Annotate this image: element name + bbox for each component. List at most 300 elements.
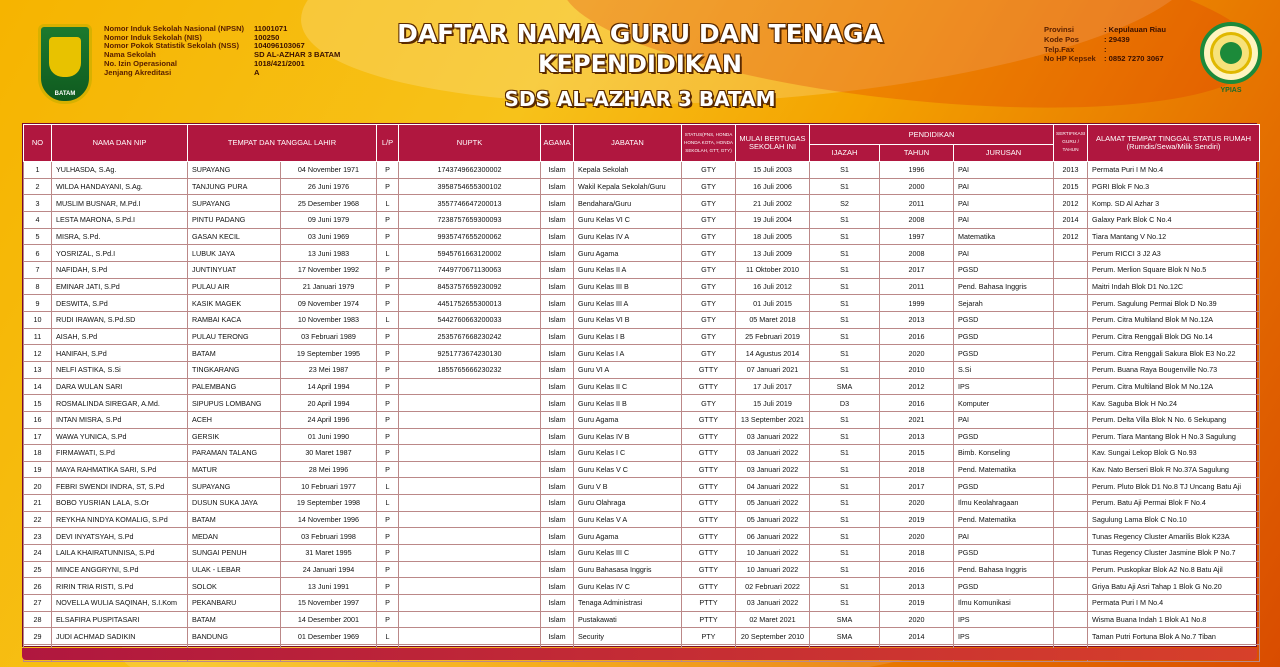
cell-row-no: 24 — [24, 545, 52, 562]
table-row — [24, 228, 1260, 245]
table-row — [24, 528, 1260, 545]
cell-name: NELFI ASTIKA, S.Si — [52, 361, 188, 378]
school-info-right — [1044, 25, 1194, 64]
cell-degree: S1 — [810, 295, 880, 312]
cell-start-date: 03 Januari 2022 — [736, 595, 810, 612]
cell-name: AISAH, S.Pd — [52, 328, 188, 345]
cell-religion: Islam — [541, 478, 574, 495]
cell-birthdate: 01 Juni 1990 — [281, 428, 377, 445]
cell-name: INTAN MISRA, S.Pd — [52, 411, 188, 428]
cell-grad-year: 2020 — [880, 528, 954, 545]
cell-status: GTTY — [682, 561, 736, 578]
cell-start-date: 04 Januari 2022 — [736, 478, 810, 495]
cell-major: Pend. Bahasa Inggris — [954, 561, 1054, 578]
cell-row-no: 2 — [24, 178, 52, 195]
cell-grad-year: 2018 — [880, 461, 954, 478]
cell-gender: P — [377, 295, 399, 312]
cell-degree: S1 — [810, 428, 880, 445]
cell-birthplace: BATAM — [188, 511, 281, 528]
cell-cert-year — [1054, 495, 1088, 512]
cell-degree: S1 — [810, 278, 880, 295]
cell-name: YULHASDA, S.Ag. — [52, 162, 188, 179]
cell-cert-year — [1054, 445, 1088, 462]
cell-religion: Islam — [541, 178, 574, 195]
school-info-left — [104, 25, 374, 77]
cell-major: Bimb. Konseling — [954, 445, 1054, 462]
cell-nuptk — [399, 411, 541, 428]
cell-cert-year — [1054, 295, 1088, 312]
school-info-value: : Kepulauan Riau — [1104, 25, 1167, 34]
cell-status: GTTY — [682, 461, 736, 478]
cell-religion: Islam — [541, 545, 574, 562]
table-row — [24, 295, 1260, 312]
cell-position: Guru Kelas V C — [574, 461, 682, 478]
cell-religion: Islam — [541, 578, 574, 595]
cell-degree: SMA — [810, 611, 880, 628]
cell-grad-year: 1997 — [880, 228, 954, 245]
cell-position: Guru Kelas III A — [574, 295, 682, 312]
school-info-value: 104096103067 — [254, 41, 305, 51]
cell-address: PGRI Blok F No.3 — [1088, 178, 1260, 195]
cell-nuptk — [399, 428, 541, 445]
cell-birthplace: BATAM — [188, 611, 281, 628]
cell-address: Perum. Sagulung Permai Blok D No.39 — [1088, 295, 1260, 312]
cell-major: PAI — [954, 162, 1054, 179]
cell-start-date: 10 Januari 2022 — [736, 545, 810, 562]
cell-start-date: 14 Agustus 2014 — [736, 345, 810, 362]
cell-start-date: 25 Februari 2019 — [736, 328, 810, 345]
cell-birthdate: 26 Juni 1976 — [281, 178, 377, 195]
cell-name: DARA WULAN SARI — [52, 378, 188, 395]
school-info-label: Kode Pos — [1044, 34, 1080, 44]
cell-religion: Islam — [541, 395, 574, 412]
cell-degree: S1 — [810, 461, 880, 478]
school-info-label: Telp.Fax — [1044, 44, 1075, 54]
cell-position: Guru Kelas II B — [574, 395, 682, 412]
cell-birthplace: GERSIK — [188, 428, 281, 445]
cell-nuptk — [399, 611, 541, 628]
cell-status: GTY — [682, 278, 736, 295]
cell-row-no: 20 — [24, 478, 52, 495]
cell-nuptk: 5945761663120002 — [399, 245, 541, 262]
cell-row-no: 17 — [24, 428, 52, 445]
cell-address: Wisma Buana Indah 1 Blok A1 No.8 — [1088, 611, 1260, 628]
cell-degree: S2 — [810, 195, 880, 212]
cell-birthdate: 19 September 1998 — [281, 495, 377, 512]
cell-degree: S1 — [810, 328, 880, 345]
cell-grad-year: 1996 — [880, 162, 954, 179]
cell-major: PAI — [954, 195, 1054, 212]
cell-gender: P — [377, 395, 399, 412]
cell-cert-year — [1054, 528, 1088, 545]
cell-gender: P — [377, 595, 399, 612]
cell-status: GTTY — [682, 528, 736, 545]
cell-grad-year: 2015 — [880, 445, 954, 462]
cell-birthdate: 24 April 1996 — [281, 411, 377, 428]
cell-birthdate: 01 Desember 1969 — [281, 628, 377, 645]
cell-birthdate: 24 Januari 1994 — [281, 561, 377, 578]
cell-birthdate: 14 November 1996 — [281, 511, 377, 528]
school-info-row — [1044, 54, 1194, 64]
cell-birthplace: SUPAYANG — [188, 478, 281, 495]
cell-gender: P — [377, 211, 399, 228]
cell-status: PTY — [682, 628, 736, 645]
cell-address: Perum. Merlion Square Blok N No.5 — [1088, 261, 1260, 278]
cell-address: Taman Putri Fortuna Blok A No.7 Tiban — [1088, 628, 1260, 645]
cell-position: Guru Kelas IV C — [574, 578, 682, 595]
cell-row-no: 28 — [24, 611, 52, 628]
cell-birthplace: PARAMAN TALANG — [188, 445, 281, 462]
cell-position: Guru Kelas I B — [574, 328, 682, 345]
cell-grad-year: 2019 — [880, 595, 954, 612]
cell-gender: P — [377, 461, 399, 478]
cell-cert-year — [1054, 345, 1088, 362]
header-no: NO — [24, 125, 52, 162]
table-row — [24, 328, 1260, 345]
table-row — [24, 478, 1260, 495]
cell-major: Sejarah — [954, 295, 1054, 312]
cell-birthplace: JUNTINYUAT — [188, 261, 281, 278]
school-info-label: Nomor Induk Sekolah Nasional (NPSN) — [104, 24, 245, 33]
cell-name: HANIFAH, S.Pd — [52, 345, 188, 362]
cell-name: RUDI IRAWAN, S.Pd.SD — [52, 311, 188, 328]
cell-name: RIRIN TRIA RISTI, S.Pd — [52, 578, 188, 595]
header-tahun: TAHUN — [880, 145, 954, 162]
cell-position: Guru Kelas III C — [574, 545, 682, 562]
cell-birthplace: PULAU TERONG — [188, 328, 281, 345]
cell-row-no: 23 — [24, 528, 52, 545]
cell-nuptk: 9251773674230130 — [399, 345, 541, 362]
cell-start-date: 18 Juli 2005 — [736, 228, 810, 245]
table-row — [24, 195, 1260, 212]
cell-cert-year — [1054, 378, 1088, 395]
cell-major: IPS — [954, 628, 1054, 645]
cell-address: Sagulung Lama Blok C No.10 — [1088, 511, 1260, 528]
cell-row-no: 3 — [24, 195, 52, 212]
foundation-logo: YPIAS — [1200, 22, 1262, 84]
cell-nuptk — [399, 578, 541, 595]
cell-address: Perum. Puskopkar Blok A2 No.8 Batu Ajil — [1088, 561, 1260, 578]
cell-status: PTTY — [682, 595, 736, 612]
cell-religion: Islam — [541, 561, 574, 578]
school-info-label: Jenjang Akreditasi — [104, 67, 172, 77]
cell-position: Kepala Sekolah — [574, 162, 682, 179]
cell-birthdate: 13 Juni 1991 — [281, 578, 377, 595]
table-row — [24, 178, 1260, 195]
cell-gender: P — [377, 561, 399, 578]
cell-grad-year: 2008 — [880, 245, 954, 262]
cell-grad-year: 2008 — [880, 211, 954, 228]
cell-religion: Islam — [541, 611, 574, 628]
cell-name: MISRA, S.Pd. — [52, 228, 188, 245]
title-line-3: SDS AL-AZHAR 3 BATAM — [504, 87, 776, 111]
cell-name: DESWITA, S.Pd — [52, 295, 188, 312]
cell-major: Komputer — [954, 395, 1054, 412]
cell-birthplace: PULAU AIR — [188, 278, 281, 295]
cell-start-date: 10 Januari 2022 — [736, 561, 810, 578]
cell-religion: Islam — [541, 311, 574, 328]
cell-address: Perum. Citra Renggali Sakura Blok E3 No.22 — [1088, 345, 1260, 362]
cell-degree: S1 — [810, 445, 880, 462]
cell-row-no: 26 — [24, 578, 52, 595]
school-info-value: A — [254, 67, 260, 77]
cell-status: GTY — [682, 228, 736, 245]
cell-nuptk: 7449770671130063 — [399, 261, 541, 278]
cell-major: PAI — [954, 178, 1054, 195]
cell-grad-year: 2014 — [880, 628, 954, 645]
cell-cert-year — [1054, 461, 1088, 478]
cell-religion: Islam — [541, 228, 574, 245]
cell-grad-year: 2000 — [880, 178, 954, 195]
cell-name: MAYA RAHMATIKA SARI, S.Pd — [52, 461, 188, 478]
cell-status: GTTY — [682, 578, 736, 595]
school-info-label: Provinsi — [1044, 25, 1074, 34]
cell-degree: S1 — [810, 528, 880, 545]
cell-nuptk — [399, 545, 541, 562]
cell-address: Kav. Nato Berseri Blok R No.37A Sagulung — [1088, 461, 1260, 478]
cell-birthplace: GASAN KECIL — [188, 228, 281, 245]
cell-address: Perum. Batu Aji Permai Blok F No.4 — [1088, 495, 1260, 512]
header-pendidikan: PENDIDIKAN — [810, 125, 1054, 145]
school-info-label: No. Izin Operasional — [104, 58, 177, 68]
cell-start-date: 01 Juli 2015 — [736, 295, 810, 312]
cell-status: GTTY — [682, 545, 736, 562]
cell-cert-year: 2014 — [1054, 211, 1088, 228]
cell-start-date: 03 Januari 2022 — [736, 445, 810, 462]
cell-degree: S1 — [810, 495, 880, 512]
cell-grad-year: 2021 — [880, 411, 954, 428]
cell-religion: Islam — [541, 261, 574, 278]
cell-cert-year — [1054, 511, 1088, 528]
cell-position: Wakil Kepala Sekolah/Guru — [574, 178, 682, 195]
cell-nuptk: 8453757659230092 — [399, 278, 541, 295]
cell-gender: P — [377, 178, 399, 195]
school-info-row — [1044, 35, 1194, 45]
cell-start-date: 21 Juli 2002 — [736, 195, 810, 212]
cell-degree: S1 — [810, 545, 880, 562]
cell-religion: Islam — [541, 428, 574, 445]
cell-address: Tunas Regency Cluster Amarilis Blok K23A — [1088, 528, 1260, 545]
cell-position: Guru Kelas III B — [574, 278, 682, 295]
table-row — [24, 428, 1260, 445]
cell-address: Perum. Citra Multiland Blok M No.12A — [1088, 311, 1260, 328]
school-info-row — [1044, 45, 1194, 55]
cell-cert-year — [1054, 428, 1088, 445]
cell-status: GTTY — [682, 478, 736, 495]
cell-nuptk — [399, 561, 541, 578]
cell-position: Guru Agama — [574, 528, 682, 545]
school-info-row — [104, 69, 374, 78]
cell-nuptk: 1743749662300002 — [399, 162, 541, 179]
cell-position: Guru Agama — [574, 411, 682, 428]
cell-cert-year — [1054, 245, 1088, 262]
cell-birthdate: 03 Februari 1989 — [281, 328, 377, 345]
cell-nuptk — [399, 478, 541, 495]
cell-major: Pend. Matematika — [954, 511, 1054, 528]
cell-major: PGSD — [954, 545, 1054, 562]
cell-start-date: 11 Oktober 2010 — [736, 261, 810, 278]
cell-birthdate: 15 November 1997 — [281, 595, 377, 612]
school-info-value: : — [1104, 44, 1107, 54]
cell-cert-year — [1054, 595, 1088, 612]
school-info-value: : 29439 — [1104, 34, 1130, 44]
cell-degree: S1 — [810, 261, 880, 278]
cell-address: Perum. Pluto Blok D1 No.8 TJ Uncang Batu Aji — [1088, 478, 1260, 495]
cell-row-no: 25 — [24, 561, 52, 578]
cell-major: Pend. Matematika — [954, 461, 1054, 478]
cell-gender: P — [377, 162, 399, 179]
cell-grad-year: 2018 — [880, 545, 954, 562]
cell-address: Tunas Regency Cluster Jasmine Blok P No.7 — [1088, 545, 1260, 562]
cell-start-date: 20 September 2010 — [736, 628, 810, 645]
cell-address: Permata Puri I M No.4 — [1088, 162, 1260, 179]
cell-birthdate: 03 Februari 1998 — [281, 528, 377, 545]
cell-address: Perum. Citra Multiland Blok M No.12A — [1088, 378, 1260, 395]
cell-birthplace: SUPAYANG — [188, 162, 281, 179]
cell-start-date: 16 Juli 2006 — [736, 178, 810, 195]
table-row — [24, 495, 1260, 512]
cell-cert-year — [1054, 478, 1088, 495]
cell-gender: L — [377, 195, 399, 212]
cell-name: LESTA MARONA, S.Pd.I — [52, 211, 188, 228]
cell-status: GTY — [682, 345, 736, 362]
cell-religion: Islam — [541, 328, 574, 345]
cell-name: FIRMAWATI, S.Pd — [52, 445, 188, 462]
cell-birthdate: 30 Maret 1987 — [281, 445, 377, 462]
cell-gender: L — [377, 628, 399, 645]
school-info-row — [1044, 25, 1194, 35]
cell-cert-year — [1054, 328, 1088, 345]
cell-degree: S1 — [810, 162, 880, 179]
cell-position: Bendahara/Guru — [574, 195, 682, 212]
cell-gender: P — [377, 578, 399, 595]
cell-cert-year — [1054, 578, 1088, 595]
cell-degree: S1 — [810, 228, 880, 245]
cell-degree: SMA — [810, 378, 880, 395]
cell-gender: P — [377, 228, 399, 245]
cell-major: PGSD — [954, 578, 1054, 595]
cell-gender: P — [377, 611, 399, 628]
cell-birthplace: MEDAN — [188, 528, 281, 545]
cell-row-no: 21 — [24, 495, 52, 512]
cell-nuptk — [399, 378, 541, 395]
cell-gender: L — [377, 311, 399, 328]
cell-religion: Islam — [541, 361, 574, 378]
cell-religion: Islam — [541, 595, 574, 612]
cell-birthplace: SIPUPUS LOMBANG — [188, 395, 281, 412]
cell-position: Guru Kelas VI C — [574, 211, 682, 228]
cell-row-no: 6 — [24, 245, 52, 262]
cell-nuptk: 3958754655300102 — [399, 178, 541, 195]
cell-name: EMINAR JATI, S.Pd — [52, 278, 188, 295]
header-status: STATUS(PNS, HONDA HONDA KOTA, HONDA SEKOLAH, GTT, GTY) — [682, 125, 736, 162]
cell-start-date: 13 September 2021 — [736, 411, 810, 428]
cell-address: Komp. SD Al Azhar 3 — [1088, 195, 1260, 212]
cell-religion: Islam — [541, 628, 574, 645]
cell-address: Perum. Buana Raya Bougenville No.73 — [1088, 361, 1260, 378]
cell-birthplace: LUBUK JAYA — [188, 245, 281, 262]
cell-position: Guru Kelas IV A — [574, 228, 682, 245]
cell-cert-year: 2013 — [1054, 162, 1088, 179]
table-row — [24, 411, 1260, 428]
cell-nuptk — [399, 395, 541, 412]
cell-grad-year: 2016 — [880, 395, 954, 412]
cell-start-date: 19 Juli 2004 — [736, 211, 810, 228]
cell-grad-year: 2020 — [880, 345, 954, 362]
cell-address: Permata Puri I M No.4 — [1088, 595, 1260, 612]
cell-name: ELSAFIRA PUSPITASARI — [52, 611, 188, 628]
staff-table — [23, 124, 1260, 662]
cell-address: Kav. Sungai Lekop Blok G No.93 — [1088, 445, 1260, 462]
table-row — [24, 345, 1260, 362]
table-row — [24, 628, 1260, 645]
cell-birthplace: SUPAYANG — [188, 195, 281, 212]
school-info-label: Nama Sekolah — [104, 50, 156, 60]
cell-birthdate: 10 November 1983 — [281, 311, 377, 328]
cell-position: Security — [574, 628, 682, 645]
cell-religion: Islam — [541, 511, 574, 528]
cell-nuptk — [399, 445, 541, 462]
table-row — [24, 278, 1260, 295]
cell-cert-year — [1054, 611, 1088, 628]
cell-grad-year: 2020 — [880, 495, 954, 512]
cell-cert-year — [1054, 411, 1088, 428]
cell-birthplace: PALEMBANG — [188, 378, 281, 395]
cell-religion: Islam — [541, 411, 574, 428]
header-jabatan: JABATAN — [574, 125, 682, 162]
cell-religion: Islam — [541, 295, 574, 312]
cell-grad-year: 1999 — [880, 295, 954, 312]
school-info-label: Nomor Pokok Statistik Sekolah (NSS) — [104, 41, 240, 51]
table-row — [24, 611, 1260, 628]
cell-gender: P — [377, 445, 399, 462]
cell-nuptk: 5442760663200033 — [399, 311, 541, 328]
cell-grad-year: 2017 — [880, 478, 954, 495]
cell-birthdate: 03 Juni 1969 — [281, 228, 377, 245]
header-nama: NAMA DAN NIP — [52, 125, 188, 162]
cell-address: Perum. Delta Villa Blok N No. 6 Sekupang — [1088, 411, 1260, 428]
cell-cert-year — [1054, 278, 1088, 295]
table-row — [24, 245, 1260, 262]
cell-status: GTY — [682, 328, 736, 345]
cell-grad-year: 2013 — [880, 578, 954, 595]
cell-row-no: 14 — [24, 378, 52, 395]
cell-major: Pend. Bahasa Inggris — [954, 278, 1054, 295]
cell-degree: S1 — [810, 345, 880, 362]
cell-birthplace: TINGKARANG — [188, 361, 281, 378]
header-ijazah: IJAZAH — [810, 145, 880, 162]
cell-status: GTTY — [682, 495, 736, 512]
cell-religion: Islam — [541, 195, 574, 212]
cell-major: IPS — [954, 378, 1054, 395]
cell-status: PTTY — [682, 611, 736, 628]
cell-gender: P — [377, 545, 399, 562]
cell-degree: S1 — [810, 511, 880, 528]
header-sertifikasi: SERTIFIKASI GURU / TAHUN — [1054, 125, 1088, 162]
cell-degree: SMA — [810, 628, 880, 645]
cell-status: GTY — [682, 211, 736, 228]
cell-name: LAILA KHAIRATUNNISA, S.Pd — [52, 545, 188, 562]
cell-name: ROSMALINDA SIREGAR, A.Md. — [52, 395, 188, 412]
cell-status: GTY — [682, 395, 736, 412]
staff-table-container — [22, 123, 1257, 647]
cell-address: Tiara Mantang V No.12 — [1088, 228, 1260, 245]
cell-major: PGSD — [954, 428, 1054, 445]
cell-address: Perum RICCI 3 J2 A3 — [1088, 245, 1260, 262]
cell-cert-year — [1054, 261, 1088, 278]
cell-cert-year: 2012 — [1054, 195, 1088, 212]
cell-cert-year — [1054, 361, 1088, 378]
